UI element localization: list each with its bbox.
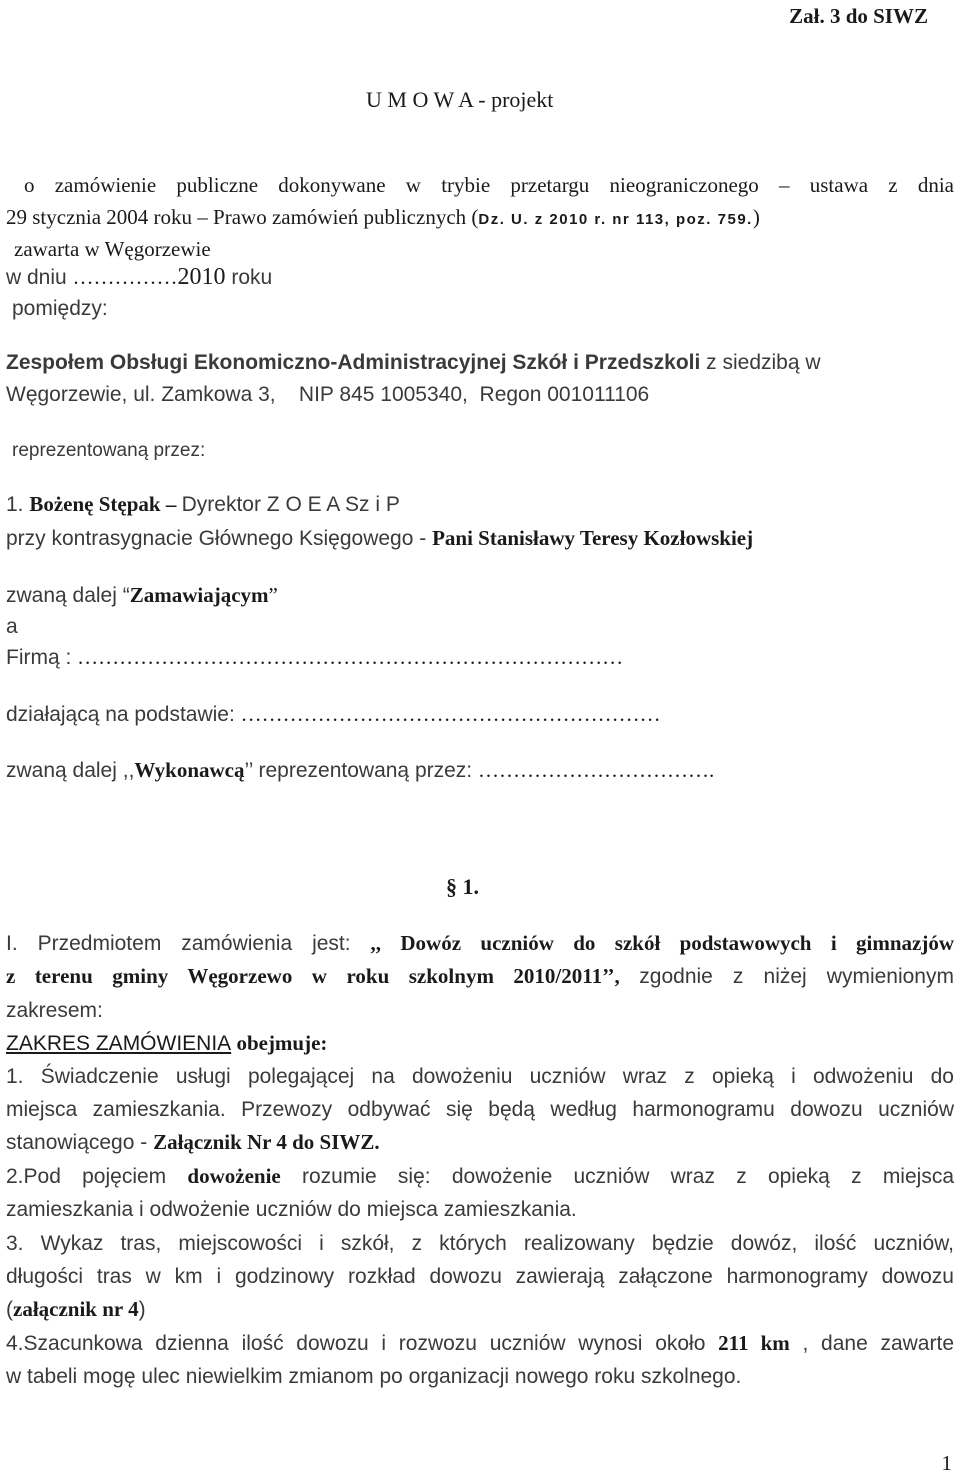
intro-place: zawarta w Węgorzewie: [14, 237, 211, 261]
item2-line-2: zamieszkania i odwożenie uczniów do miejsca zamieszkania.: [6, 1198, 577, 1221]
item1-line-1: 1. Świadczenie usługi polegającej na dowożeniu uczniów wraz z opieką i odwożeniu do: [6, 1065, 954, 1088]
item1-ref-label: stanowiącego -: [6, 1131, 154, 1154]
subject-line-1: [6, 933, 954, 954]
party1-represented: reprezentowaną przez:: [12, 440, 206, 461]
subject-title: ,, Dowóz uczniów do szkół podstawowych i gimnazjów: [370, 931, 955, 955]
item3-line-1: 3. Wykaz tras, miejscowości i szkół, z których realizowany będzie dowóz, ilość uczniów,: [6, 1232, 954, 1255]
intro-text: ): [752, 205, 760, 229]
subject-line-2: [6, 966, 954, 987]
paren-open: (: [6, 1298, 13, 1321]
conjunction: a: [6, 615, 18, 638]
item4-distance: 211 km: [718, 1331, 790, 1355]
intro-date: [6, 265, 272, 289]
party1-called: [6, 585, 278, 606]
legal-reference: Dz. U. z 2010 r. nr 113, poz. 759.: [478, 211, 753, 228]
date-suffix: roku: [225, 266, 273, 289]
date-label: w dniu: [6, 266, 73, 289]
section-heading: § 1.: [446, 874, 479, 899]
item2-line-1: [6, 1166, 954, 1187]
item1-ref: Załącznik Nr 4 do SIWZ.: [153, 1130, 380, 1154]
item3-line-2: długości tras w km i godzinowy rozkład dowozu zawierają załączone harmonogramy dowozu: [6, 1265, 954, 1288]
rep-number: 1.: [6, 493, 30, 516]
item4-line-1: [6, 1333, 954, 1354]
subject-label: I. Przedmiotem zamówienia jest:: [6, 932, 371, 955]
called-label: zwaną dalej “: [6, 584, 130, 607]
party2-firm: [6, 647, 623, 668]
attachment-label: Zał. 3 do SIWZ: [789, 4, 928, 28]
page-number: 1: [941, 1451, 952, 1475]
document-title: U M O W A - projekt: [366, 87, 554, 112]
rep-name: Bożenę Stępak –: [29, 492, 182, 516]
party1-countersign: [6, 528, 753, 549]
item4-line-2: w tabeli mogę ulec niewielkim zmianom po organizacji nowego roku szkolnego.: [6, 1365, 742, 1388]
called-name: Zamawiającym: [129, 583, 269, 607]
party2-basis: [6, 704, 661, 725]
item1-line-2: miejsca zamieszkania. Przewozy odbywać się będą według harmonogramu dowozu uczniów: [6, 1098, 954, 1121]
intro-text: 29 stycznia 2004 roku – Prawo zamówień publicznych (: [6, 205, 479, 229]
basis-label: działającą na podstawie:: [6, 703, 241, 726]
rep-role: Dyrektor Z O E A Sz i P: [181, 493, 400, 516]
subject-line-3: zakresem:: [6, 999, 103, 1022]
firm-placeholder: ……………………………………………………………………: [77, 645, 624, 669]
item3-line-3: [6, 1299, 146, 1320]
party1-seat: z siedzibą w: [700, 351, 821, 374]
item1-line-3: [6, 1132, 380, 1153]
called-placeholder: …………………………….: [477, 758, 715, 782]
party1-address: Węgorzewie, ul. Zamkowa 3, NIP 845 1005340, Regon 001011106: [6, 383, 650, 406]
subject-rest: zgodnie z niżej wymienionym: [639, 965, 954, 988]
party1-representative: [6, 494, 400, 515]
scope-heading: [6, 1033, 327, 1054]
intro-line-1: o zamówienie publiczne dokonywane w trybie przetargu nieograniczonego – ustawa z dnia: [24, 173, 954, 197]
item2-label: 2.Pod pojęciem: [6, 1165, 188, 1188]
countersign-label: przy kontrasygnacie Głównego Księgowego -: [6, 527, 433, 550]
intro-line-2: [6, 207, 760, 228]
item4-text-cont: , dane zawarte: [789, 1332, 954, 1355]
basis-placeholder: ……………………………………………………: [240, 702, 661, 726]
called-rest: ’’ reprezentowaną przez:: [244, 759, 478, 782]
item2-term: dowożenie: [187, 1164, 281, 1188]
date-placeholder: ……………: [72, 265, 178, 289]
countersign-name: Pani Stanisławy Teresy Kozłowskiej: [432, 526, 754, 550]
item3-ref: załącznik nr 4: [13, 1297, 139, 1321]
scope-suffix: obejmuje:: [231, 1031, 328, 1055]
called-label: zwaną dalej ,,: [6, 759, 135, 782]
item2-definition: rozumie się: dowożenie uczniów wraz z opieką z miejsca: [280, 1165, 955, 1188]
called-name: Wykonawcą: [134, 758, 245, 782]
party1-name-line: [6, 352, 821, 373]
party1-name: Zespołem Obsługi Ekonomiczno-Administracyjnej Szkół i Przedszkoli: [6, 351, 701, 374]
intro-between: pomiędzy:: [12, 297, 108, 320]
firm-label: Firmą :: [6, 646, 78, 669]
called-quote: ”: [268, 583, 278, 607]
scope-title: ZAKRES ZAMÓWIENIA: [6, 1032, 232, 1055]
paren-close: ): [138, 1298, 146, 1321]
party2-called: [6, 760, 714, 781]
item4-text: 4.Szacunkowa dzienna ilość dowozu i rozwozu uczniów wynosi około: [6, 1332, 719, 1355]
date-year: 2010: [177, 264, 226, 290]
subject-title-cont: z terenu gminy Węgorzewo w roku szkolnym 2010/2011’’,: [6, 964, 640, 988]
